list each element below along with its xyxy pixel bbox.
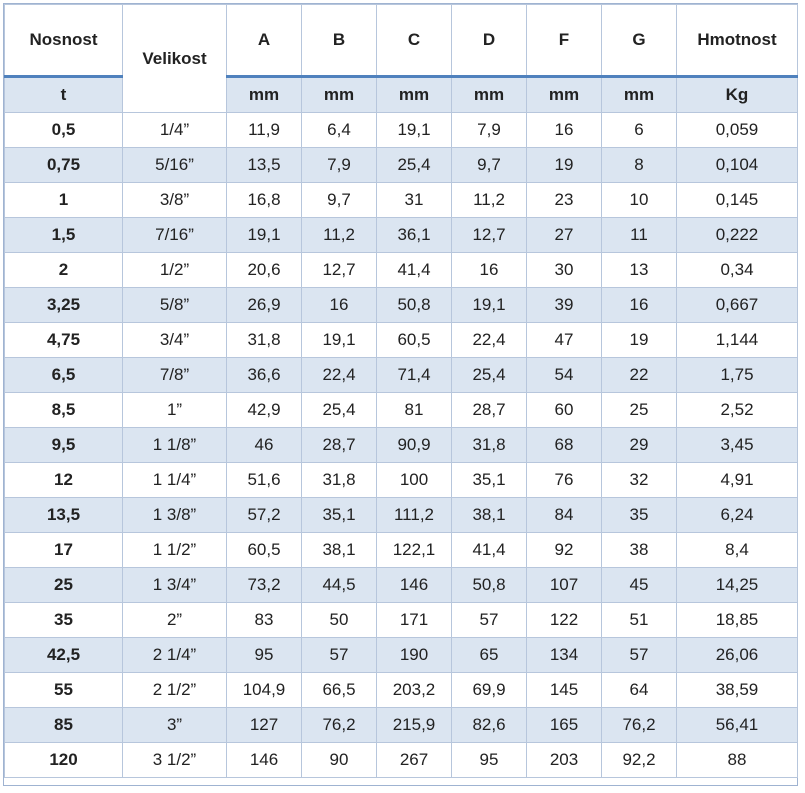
cell-g: 6 bbox=[602, 113, 677, 148]
unit-g: mm bbox=[602, 77, 677, 113]
cell-hmotnost: 0,667 bbox=[677, 288, 798, 323]
cell-a: 60,5 bbox=[227, 533, 302, 568]
cell-c: 81 bbox=[377, 393, 452, 428]
cell-velikost: 2 1/2” bbox=[123, 673, 227, 708]
cell-hmotnost: 0,34 bbox=[677, 253, 798, 288]
cell-velikost: 1” bbox=[123, 393, 227, 428]
cell-d: 41,4 bbox=[452, 533, 527, 568]
cell-nosnost: 9,5 bbox=[5, 428, 123, 463]
table-row bbox=[5, 533, 798, 568]
cell-nosnost: 12 bbox=[5, 463, 123, 498]
cell-b: 76,2 bbox=[302, 708, 377, 743]
header-c: C bbox=[377, 5, 452, 77]
cell-g: 57 bbox=[602, 638, 677, 673]
table-row bbox=[5, 638, 798, 673]
cell-hmotnost: 56,41 bbox=[677, 708, 798, 743]
table-row bbox=[5, 288, 798, 323]
cell-g: 29 bbox=[602, 428, 677, 463]
cell-hmotnost: 1,75 bbox=[677, 358, 798, 393]
cell-velikost: 1/4” bbox=[123, 113, 227, 148]
cell-c: 36,1 bbox=[377, 218, 452, 253]
cell-d: 9,7 bbox=[452, 148, 527, 183]
cell-a: 31,8 bbox=[227, 323, 302, 358]
cell-b: 16 bbox=[302, 288, 377, 323]
cell-g: 25 bbox=[602, 393, 677, 428]
cell-f: 68 bbox=[527, 428, 602, 463]
table-row bbox=[5, 708, 798, 743]
cell-c: 146 bbox=[377, 568, 452, 603]
cell-f: 165 bbox=[527, 708, 602, 743]
cell-nosnost: 120 bbox=[5, 743, 123, 778]
unit-hmotnost: Kg bbox=[677, 77, 798, 113]
header-hmotnost: Hmotnost bbox=[677, 5, 798, 77]
cell-c: 19,1 bbox=[377, 113, 452, 148]
cell-hmotnost: 0,145 bbox=[677, 183, 798, 218]
cell-g: 8 bbox=[602, 148, 677, 183]
cell-g: 51 bbox=[602, 603, 677, 638]
cell-d: 50,8 bbox=[452, 568, 527, 603]
header-f: F bbox=[527, 5, 602, 77]
header-velikost: Velikost bbox=[123, 5, 227, 113]
table-row bbox=[5, 323, 798, 358]
unit-f: mm bbox=[527, 77, 602, 113]
table-row bbox=[5, 743, 798, 778]
cell-c: 190 bbox=[377, 638, 452, 673]
cell-hmotnost: 3,45 bbox=[677, 428, 798, 463]
cell-hmotnost: 26,06 bbox=[677, 638, 798, 673]
cell-f: 122 bbox=[527, 603, 602, 638]
cell-d: 22,4 bbox=[452, 323, 527, 358]
cell-d: 57 bbox=[452, 603, 527, 638]
cell-a: 46 bbox=[227, 428, 302, 463]
cell-d: 65 bbox=[452, 638, 527, 673]
cell-c: 60,5 bbox=[377, 323, 452, 358]
cell-b: 11,2 bbox=[302, 218, 377, 253]
cell-c: 267 bbox=[377, 743, 452, 778]
cell-f: 16 bbox=[527, 113, 602, 148]
cell-a: 11,9 bbox=[227, 113, 302, 148]
cell-velikost: 3” bbox=[123, 708, 227, 743]
cell-f: 54 bbox=[527, 358, 602, 393]
cell-a: 16,8 bbox=[227, 183, 302, 218]
cell-a: 36,6 bbox=[227, 358, 302, 393]
cell-d: 31,8 bbox=[452, 428, 527, 463]
cell-a: 20,6 bbox=[227, 253, 302, 288]
cell-b: 57 bbox=[302, 638, 377, 673]
cell-hmotnost: 4,91 bbox=[677, 463, 798, 498]
cell-g: 13 bbox=[602, 253, 677, 288]
unit-d: mm bbox=[452, 77, 527, 113]
cell-g: 64 bbox=[602, 673, 677, 708]
cell-nosnost: 17 bbox=[5, 533, 123, 568]
cell-d: 11,2 bbox=[452, 183, 527, 218]
cell-d: 25,4 bbox=[452, 358, 527, 393]
cell-b: 66,5 bbox=[302, 673, 377, 708]
cell-nosnost: 1,5 bbox=[5, 218, 123, 253]
cell-g: 19 bbox=[602, 323, 677, 358]
cell-c: 122,1 bbox=[377, 533, 452, 568]
cell-b: 19,1 bbox=[302, 323, 377, 358]
cell-f: 134 bbox=[527, 638, 602, 673]
header-row bbox=[5, 5, 798, 77]
cell-nosnost: 3,25 bbox=[5, 288, 123, 323]
cell-f: 19 bbox=[527, 148, 602, 183]
cell-a: 26,9 bbox=[227, 288, 302, 323]
cell-hmotnost: 0,222 bbox=[677, 218, 798, 253]
cell-velikost: 2 1/4” bbox=[123, 638, 227, 673]
cell-b: 9,7 bbox=[302, 183, 377, 218]
cell-a: 127 bbox=[227, 708, 302, 743]
table-row bbox=[5, 498, 798, 533]
cell-b: 38,1 bbox=[302, 533, 377, 568]
cell-hmotnost: 0,104 bbox=[677, 148, 798, 183]
cell-nosnost: 0,75 bbox=[5, 148, 123, 183]
cell-d: 95 bbox=[452, 743, 527, 778]
cell-b: 6,4 bbox=[302, 113, 377, 148]
cell-b: 35,1 bbox=[302, 498, 377, 533]
cell-g: 45 bbox=[602, 568, 677, 603]
cell-c: 71,4 bbox=[377, 358, 452, 393]
cell-velikost: 1 1/2” bbox=[123, 533, 227, 568]
table-row bbox=[5, 183, 798, 218]
cell-c: 203,2 bbox=[377, 673, 452, 708]
header-g: G bbox=[602, 5, 677, 77]
cell-c: 50,8 bbox=[377, 288, 452, 323]
cell-f: 92 bbox=[527, 533, 602, 568]
table-row bbox=[5, 463, 798, 498]
cell-nosnost: 2 bbox=[5, 253, 123, 288]
cell-a: 42,9 bbox=[227, 393, 302, 428]
table-row bbox=[5, 393, 798, 428]
cell-nosnost: 8,5 bbox=[5, 393, 123, 428]
cell-a: 95 bbox=[227, 638, 302, 673]
cell-hmotnost: 18,85 bbox=[677, 603, 798, 638]
cell-f: 60 bbox=[527, 393, 602, 428]
cell-f: 145 bbox=[527, 673, 602, 708]
cell-nosnost: 25 bbox=[5, 568, 123, 603]
table-row bbox=[5, 428, 798, 463]
header-d: D bbox=[452, 5, 527, 77]
cell-velikost: 1 3/4” bbox=[123, 568, 227, 603]
cell-velikost: 7/8” bbox=[123, 358, 227, 393]
cell-d: 16 bbox=[452, 253, 527, 288]
cell-g: 92,2 bbox=[602, 743, 677, 778]
cell-g: 38 bbox=[602, 533, 677, 568]
cell-b: 25,4 bbox=[302, 393, 377, 428]
table-row bbox=[5, 603, 798, 638]
cell-nosnost: 0,5 bbox=[5, 113, 123, 148]
cell-b: 90 bbox=[302, 743, 377, 778]
cell-velikost: 5/8” bbox=[123, 288, 227, 323]
header-b: B bbox=[302, 5, 377, 77]
cell-a: 57,2 bbox=[227, 498, 302, 533]
cell-c: 215,9 bbox=[377, 708, 452, 743]
cell-g: 32 bbox=[602, 463, 677, 498]
cell-nosnost: 85 bbox=[5, 708, 123, 743]
cell-g: 22 bbox=[602, 358, 677, 393]
cell-c: 31 bbox=[377, 183, 452, 218]
cell-a: 19,1 bbox=[227, 218, 302, 253]
header-a: A bbox=[227, 5, 302, 77]
cell-d: 82,6 bbox=[452, 708, 527, 743]
table-row bbox=[5, 568, 798, 603]
cell-g: 10 bbox=[602, 183, 677, 218]
cell-d: 35,1 bbox=[452, 463, 527, 498]
cell-b: 22,4 bbox=[302, 358, 377, 393]
cell-g: 16 bbox=[602, 288, 677, 323]
cell-b: 31,8 bbox=[302, 463, 377, 498]
table-row bbox=[5, 358, 798, 393]
cell-velikost: 3/8” bbox=[123, 183, 227, 218]
cell-c: 171 bbox=[377, 603, 452, 638]
cell-d: 19,1 bbox=[452, 288, 527, 323]
cell-nosnost: 1 bbox=[5, 183, 123, 218]
cell-velikost: 3/4” bbox=[123, 323, 227, 358]
cell-g: 76,2 bbox=[602, 708, 677, 743]
cell-hmotnost: 6,24 bbox=[677, 498, 798, 533]
cell-nosnost: 6,5 bbox=[5, 358, 123, 393]
unit-nosnost: t bbox=[5, 77, 123, 113]
cell-hmotnost: 38,59 bbox=[677, 673, 798, 708]
cell-f: 76 bbox=[527, 463, 602, 498]
cell-c: 41,4 bbox=[377, 253, 452, 288]
table-row bbox=[5, 218, 798, 253]
shackle-spec-table bbox=[4, 4, 798, 778]
cell-d: 12,7 bbox=[452, 218, 527, 253]
cell-d: 28,7 bbox=[452, 393, 527, 428]
cell-b: 28,7 bbox=[302, 428, 377, 463]
cell-b: 44,5 bbox=[302, 568, 377, 603]
unit-c: mm bbox=[377, 77, 452, 113]
cell-velikost: 3 1/2” bbox=[123, 743, 227, 778]
cell-velikost: 5/16” bbox=[123, 148, 227, 183]
cell-hmotnost: 1,144 bbox=[677, 323, 798, 358]
cell-c: 90,9 bbox=[377, 428, 452, 463]
cell-a: 13,5 bbox=[227, 148, 302, 183]
cell-f: 47 bbox=[527, 323, 602, 358]
table-row bbox=[5, 113, 798, 148]
cell-hmotnost: 0,059 bbox=[677, 113, 798, 148]
cell-d: 38,1 bbox=[452, 498, 527, 533]
cell-f: 27 bbox=[527, 218, 602, 253]
cell-b: 50 bbox=[302, 603, 377, 638]
cell-g: 11 bbox=[602, 218, 677, 253]
cell-g: 35 bbox=[602, 498, 677, 533]
cell-nosnost: 55 bbox=[5, 673, 123, 708]
table-row bbox=[5, 148, 798, 183]
cell-f: 107 bbox=[527, 568, 602, 603]
cell-nosnost: 35 bbox=[5, 603, 123, 638]
cell-velikost: 1/2” bbox=[123, 253, 227, 288]
cell-b: 7,9 bbox=[302, 148, 377, 183]
cell-a: 104,9 bbox=[227, 673, 302, 708]
cell-f: 203 bbox=[527, 743, 602, 778]
cell-b: 12,7 bbox=[302, 253, 377, 288]
unit-a: mm bbox=[227, 77, 302, 113]
cell-velikost: 1 1/4” bbox=[123, 463, 227, 498]
cell-f: 84 bbox=[527, 498, 602, 533]
cell-a: 51,6 bbox=[227, 463, 302, 498]
cell-a: 73,2 bbox=[227, 568, 302, 603]
unit-b: mm bbox=[302, 77, 377, 113]
cell-f: 30 bbox=[527, 253, 602, 288]
cell-velikost: 1 3/8” bbox=[123, 498, 227, 533]
cell-c: 25,4 bbox=[377, 148, 452, 183]
cell-nosnost: 4,75 bbox=[5, 323, 123, 358]
cell-velikost: 1 1/8” bbox=[123, 428, 227, 463]
cell-velikost: 2” bbox=[123, 603, 227, 638]
cell-d: 69,9 bbox=[452, 673, 527, 708]
header-nosnost: Nosnost bbox=[5, 5, 123, 77]
cell-c: 100 bbox=[377, 463, 452, 498]
cell-f: 23 bbox=[527, 183, 602, 218]
table-row bbox=[5, 253, 798, 288]
cell-a: 146 bbox=[227, 743, 302, 778]
cell-a: 83 bbox=[227, 603, 302, 638]
cell-nosnost: 13,5 bbox=[5, 498, 123, 533]
cell-f: 39 bbox=[527, 288, 602, 323]
cell-velikost: 7/16” bbox=[123, 218, 227, 253]
cell-nosnost: 42,5 bbox=[5, 638, 123, 673]
cell-c: 111,2 bbox=[377, 498, 452, 533]
cell-hmotnost: 14,25 bbox=[677, 568, 798, 603]
cell-hmotnost: 2,52 bbox=[677, 393, 798, 428]
table-row bbox=[5, 673, 798, 708]
cell-hmotnost: 88 bbox=[677, 743, 798, 778]
cell-hmotnost: 8,4 bbox=[677, 533, 798, 568]
cell-d: 7,9 bbox=[452, 113, 527, 148]
